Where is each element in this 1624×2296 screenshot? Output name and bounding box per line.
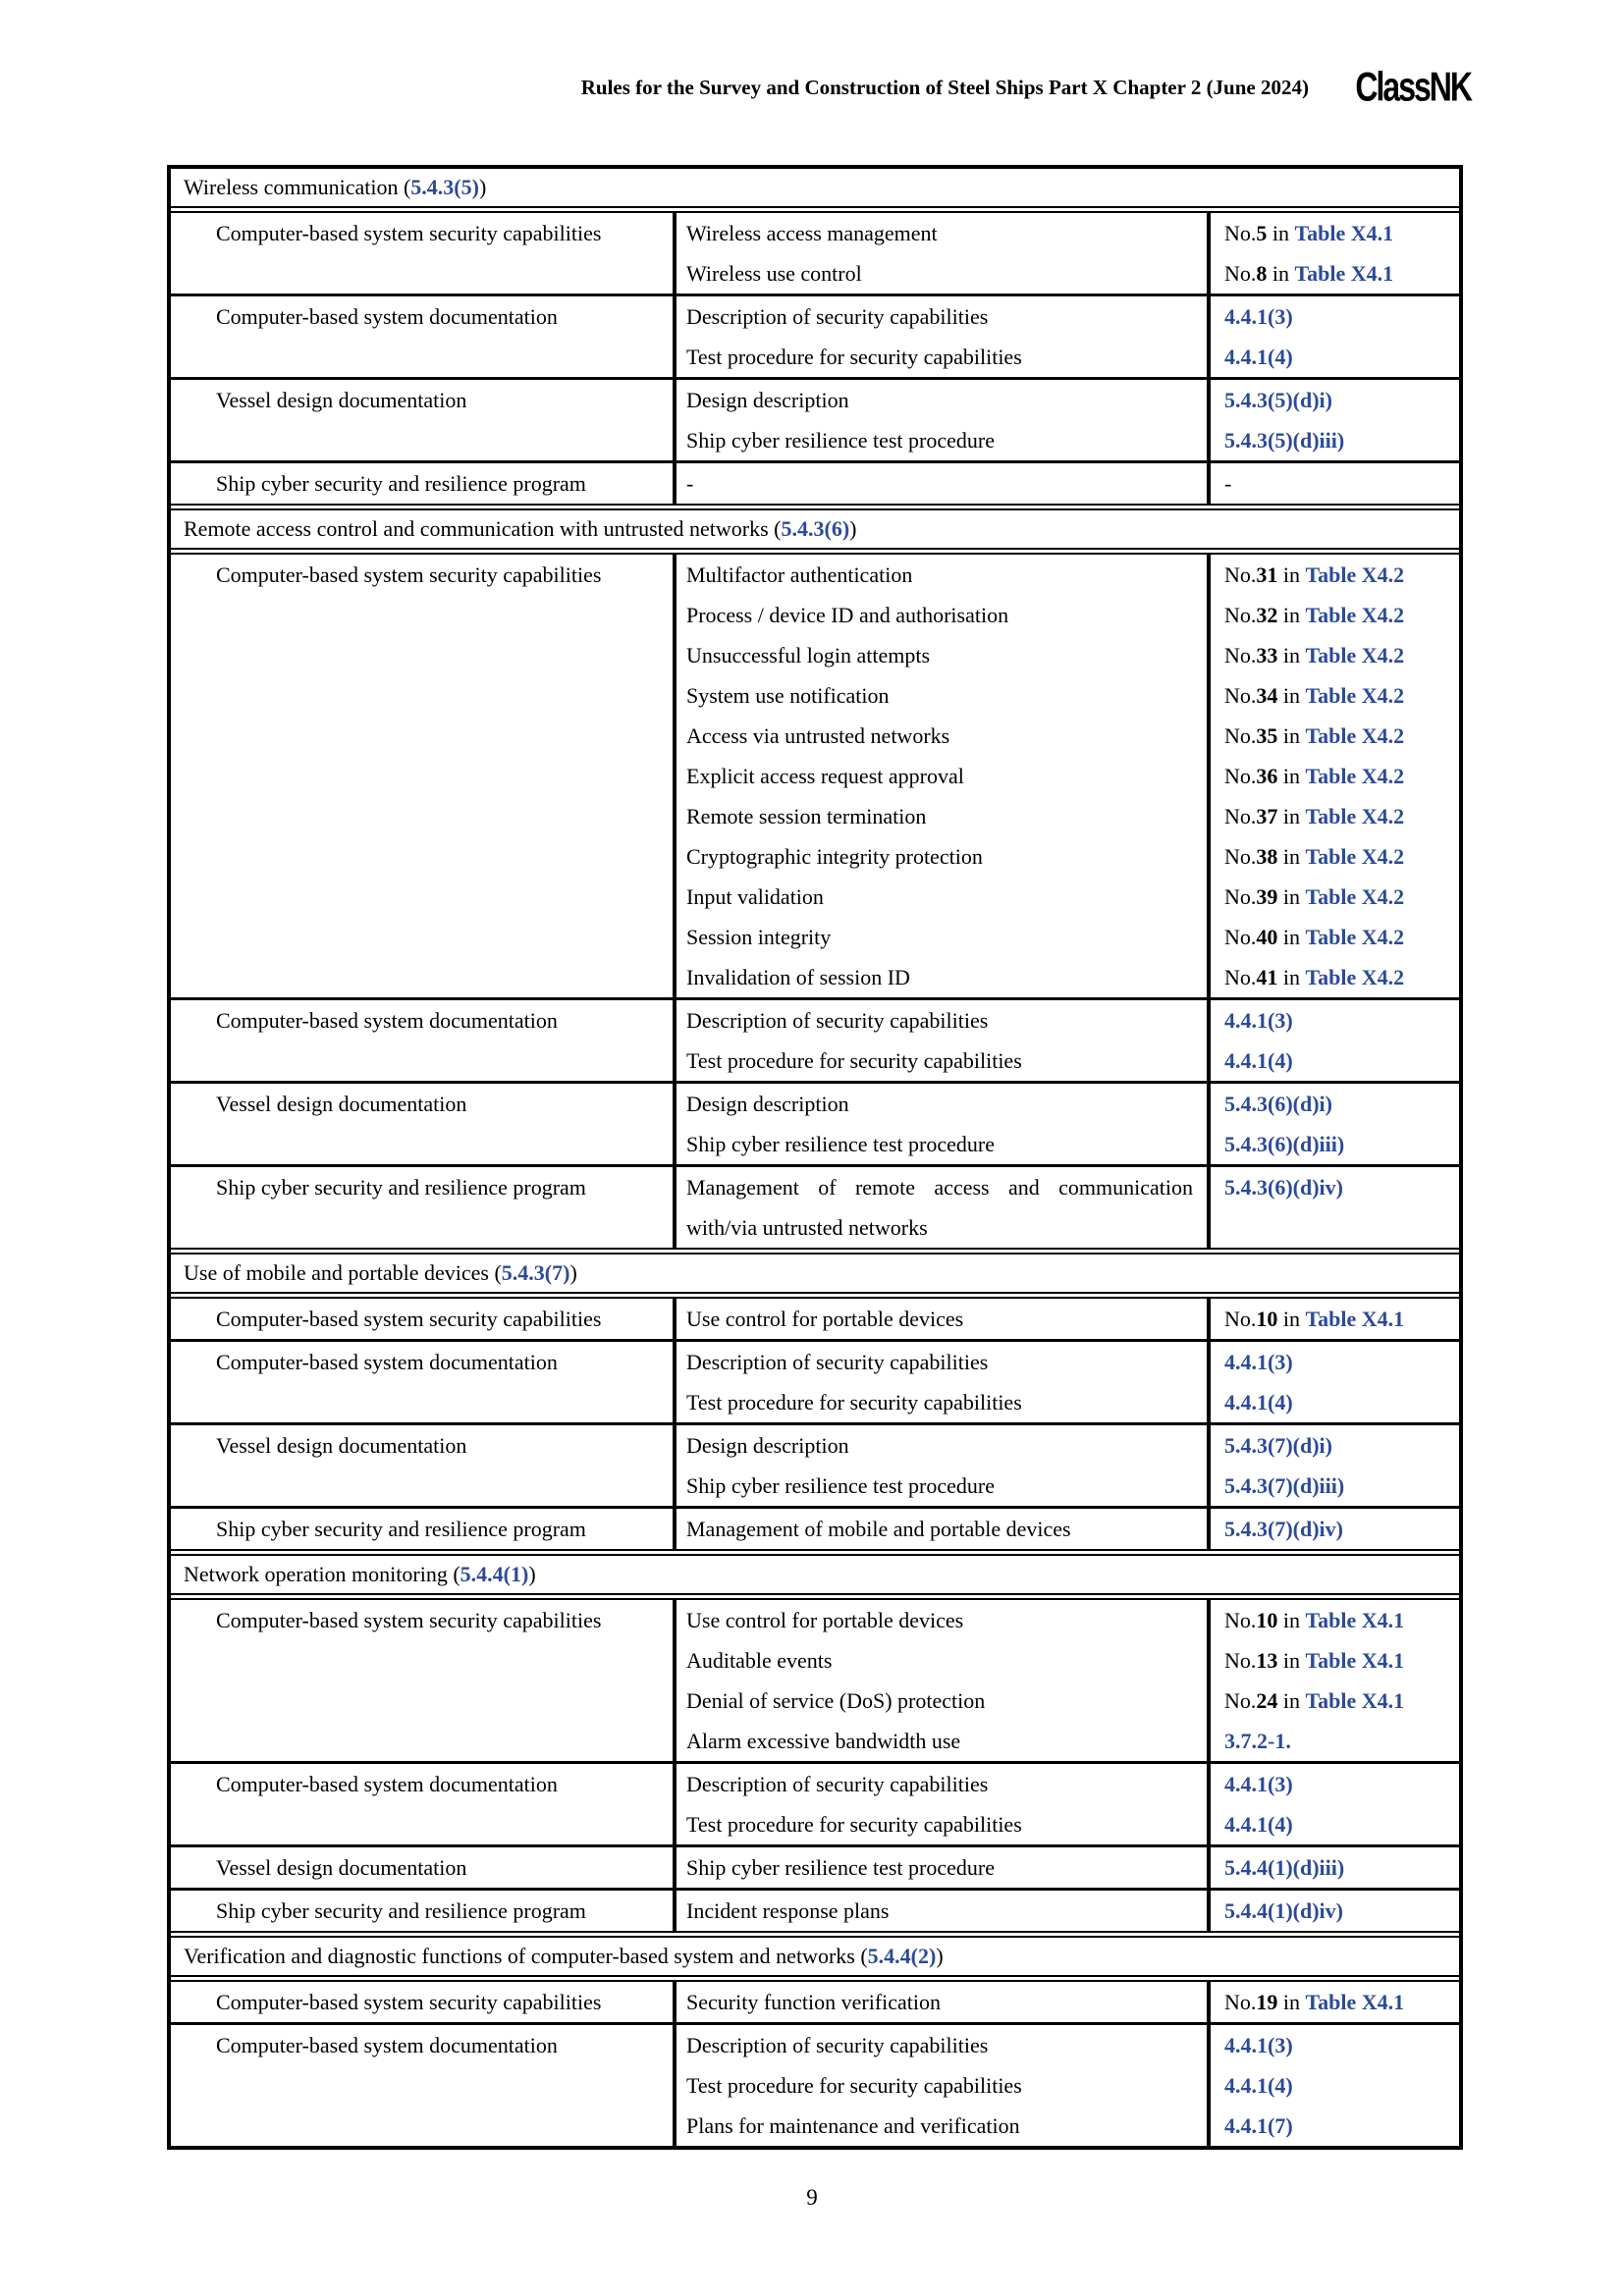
ref-no-prefix: No. xyxy=(1224,562,1257,587)
row-label: Vessel design documentation xyxy=(171,1425,677,1506)
table-row xyxy=(171,213,1459,294)
requirement-item: System use notification xyxy=(686,683,890,708)
row-label: Computer-based system documentation xyxy=(171,1000,677,1081)
ref-no-prefix: No. xyxy=(1224,844,1257,869)
requirement-item: Design description xyxy=(686,1433,849,1458)
ref-no-prefix: No. xyxy=(1224,723,1257,748)
reference-line xyxy=(1224,756,1453,796)
reference-cell xyxy=(1211,1342,1459,1422)
requirement-item: Use control for portable devices xyxy=(686,1608,964,1632)
requirement-item: Description of security capabilities xyxy=(686,1008,989,1033)
requirement-item: Description of security capabilities xyxy=(686,304,989,329)
section-rows xyxy=(171,555,1459,1248)
ref-in-word: in xyxy=(1277,764,1306,788)
table-row xyxy=(171,1299,1459,1339)
page-number: 9 xyxy=(806,2185,818,2210)
ref-number: 32 xyxy=(1256,603,1278,627)
row-label: Ship cyber security and resilience program xyxy=(171,1509,677,1549)
table-reference-link[interactable]: Table X4.1 xyxy=(1305,1648,1405,1673)
reference-line xyxy=(1224,917,1453,957)
table-row xyxy=(171,1761,1459,1844)
requirement-item: Wireless use control xyxy=(686,261,862,286)
requirement-cell xyxy=(677,213,1211,294)
reference-cell xyxy=(1211,1600,1459,1761)
row-label: Computer-based system documentation xyxy=(171,1342,677,1422)
paragraph-reference-link[interactable]: 5.4.3(6)(d)i) xyxy=(1224,1092,1332,1116)
ref-no-prefix: No. xyxy=(1224,1688,1257,1713)
ref-number: 31 xyxy=(1256,562,1278,587)
paragraph-reference-link[interactable]: 4.4.1(4) xyxy=(1224,2073,1293,2098)
requirement-item: Test procedure for security capabilities xyxy=(686,1812,1022,1837)
row-label: Ship cyber security and resilience program xyxy=(171,1891,677,1931)
reference-line xyxy=(1224,675,1453,716)
table-row xyxy=(171,997,1459,1081)
requirement-item: Plans for maintenance and verification xyxy=(686,2113,1020,2138)
reference-cell xyxy=(1211,1509,1459,1549)
section-rows xyxy=(171,1600,1459,1931)
reference-line xyxy=(1224,380,1453,420)
table-reference-link[interactable]: Table X4.1 xyxy=(1305,1688,1405,1713)
section-title-paren: ) xyxy=(936,1944,944,1968)
ref-in-word: in xyxy=(1277,1688,1306,1713)
doc-table xyxy=(167,165,1463,2150)
table-row xyxy=(171,1422,1459,1506)
ref-no-prefix: No. xyxy=(1224,221,1257,245)
requirement-item: Test procedure for security capabilities xyxy=(686,1048,1022,1073)
requirement-item: Description of security capabilities xyxy=(686,1772,989,1796)
ref-number: 5 xyxy=(1256,221,1268,245)
requirement-item: Management of remote access and communication with/via untrusted networks xyxy=(686,1175,1193,1240)
reference-line xyxy=(1224,1342,1453,1382)
section-title-text: Wireless communication ( xyxy=(184,175,411,199)
ref-in-word: in xyxy=(1267,221,1295,245)
table-row xyxy=(171,1506,1459,1549)
requirement-cell xyxy=(677,1982,1211,2022)
requirement-item: Session integrity xyxy=(686,925,832,949)
ref-number: 38 xyxy=(1256,844,1278,869)
reference-cell xyxy=(1211,296,1459,377)
reference-line xyxy=(1224,2106,1453,2146)
requirement-cell xyxy=(677,1167,1211,1248)
reference-line xyxy=(1224,877,1453,917)
requirement-item: Input validation xyxy=(686,884,824,909)
requirement-item: Design description xyxy=(686,388,849,412)
reference-line xyxy=(1224,1804,1453,1844)
ref-no-prefix: No. xyxy=(1224,1307,1257,1331)
requirement-item: Description of security capabilities xyxy=(686,1350,989,1374)
requirement-item: Ship cyber resilience test procedure xyxy=(686,1132,995,1156)
requirement-item: - xyxy=(686,471,694,496)
ref-no-prefix: No. xyxy=(1224,884,1257,909)
page-header-title: Rules for the Survey and Construction of Steel Ships Part X Chapter 2 (June 2024) xyxy=(580,75,1309,99)
page-header xyxy=(0,64,1471,111)
ref-in-word: in xyxy=(1277,965,1306,989)
table-reference-link[interactable]: Table X4.2 xyxy=(1305,884,1405,909)
table-reference-link[interactable]: Table X4.2 xyxy=(1305,844,1405,869)
paragraph-reference-link[interactable]: 5.4.3(7)(d)iv) xyxy=(1224,1517,1343,1541)
paragraph-reference-link[interactable]: 5.4.3(5)(d)i) xyxy=(1224,388,1332,412)
ref-no-prefix: No. xyxy=(1224,764,1257,788)
reference-cell xyxy=(1211,1299,1459,1339)
ref-in-word: in xyxy=(1277,804,1306,828)
section-reference-link[interactable]: 5.4.3(6) xyxy=(781,516,850,541)
reference-cell xyxy=(1211,2025,1459,2146)
paragraph-reference-link[interactable]: 4.4.1(3) xyxy=(1224,1350,1293,1374)
table-reference-link[interactable]: Table X4.2 xyxy=(1305,562,1405,587)
reference-cell xyxy=(1211,1084,1459,1164)
requirement-item: Ship cyber resilience test procedure xyxy=(686,1855,995,1880)
section-title xyxy=(171,504,1459,555)
requirement-item: Use control for portable devices xyxy=(686,1307,964,1331)
row-label: Vessel design documentation xyxy=(171,380,677,460)
table-reference-link[interactable]: Table X4.1 xyxy=(1305,1608,1405,1632)
reference-line xyxy=(1224,635,1453,675)
section-title-paren: ) xyxy=(528,1562,536,1586)
ref-no-prefix: No. xyxy=(1224,683,1257,708)
requirement-item: Ship cyber resilience test procedure xyxy=(686,1473,995,1498)
table-row xyxy=(171,1888,1459,1931)
reference-line xyxy=(1224,1891,1453,1931)
section-title xyxy=(171,169,1459,213)
requirement-cell xyxy=(677,380,1211,460)
requirement-cell xyxy=(677,1847,1211,1888)
paragraph-reference-link[interactable]: 4.4.1(4) xyxy=(1224,1048,1293,1073)
reference-line xyxy=(1224,1681,1453,1721)
table-row xyxy=(171,460,1459,504)
reference-line xyxy=(1224,1721,1453,1761)
ref-number: 24 xyxy=(1256,1688,1278,1713)
reference-line xyxy=(1224,1764,1453,1804)
row-label: Computer-based system security capabilities xyxy=(171,1600,677,1761)
row-label: Ship cyber security and resilience program xyxy=(171,463,677,504)
row-label: Ship cyber security and resilience program xyxy=(171,1167,677,1248)
table-reference-link[interactable]: Table X4.1 xyxy=(1294,221,1394,245)
section-rows xyxy=(171,213,1459,504)
section-reference-link[interactable]: 5.4.3(7) xyxy=(501,1260,570,1285)
reference-line xyxy=(1224,836,1453,877)
requirement-cell xyxy=(677,555,1211,997)
paragraph-reference-link[interactable]: 4.4.1(3) xyxy=(1224,304,1293,329)
reference-line xyxy=(1224,595,1453,635)
ref-in-word: in xyxy=(1277,603,1306,627)
ref-number: 36 xyxy=(1256,764,1278,788)
classnk-logo: ClassNK xyxy=(1355,64,1471,111)
reference-line xyxy=(1224,1600,1453,1640)
table-row xyxy=(171,1164,1459,1248)
paragraph-reference-link[interactable]: 5.4.3(6)(d)iv) xyxy=(1224,1175,1343,1200)
section-title xyxy=(171,1248,1459,1299)
ref-number: 33 xyxy=(1256,643,1278,667)
requirement-item: Incident response plans xyxy=(686,1898,890,1923)
requirement-cell xyxy=(677,296,1211,377)
section-title-text: Verification and diagnostic functions of computer-based system and networks ( xyxy=(184,1944,868,1968)
section-title-paren: ) xyxy=(478,175,487,199)
section-title-paren: ) xyxy=(849,516,857,541)
reference-cell xyxy=(1211,463,1459,504)
requirement-item: Alarm excessive bandwidth use xyxy=(686,1729,961,1753)
reference-line xyxy=(1224,337,1453,377)
row-label: Computer-based system documentation xyxy=(171,1764,677,1844)
reference-line xyxy=(1224,957,1453,997)
reference-line xyxy=(1224,1299,1453,1339)
table-reference-link[interactable]: Table X4.1 xyxy=(1294,261,1394,286)
section-reference-link[interactable]: 5.4.4(1) xyxy=(460,1562,529,1586)
ref-in-word: in xyxy=(1277,643,1306,667)
ref-no-prefix: No. xyxy=(1224,261,1257,286)
requirement-cell xyxy=(677,1764,1211,1844)
reference-cell xyxy=(1211,1891,1459,1931)
paragraph-reference-link[interactable]: 5.4.4(1)(d)iv) xyxy=(1224,1898,1343,1923)
requirement-item: Auditable events xyxy=(686,1648,833,1673)
section-title-text: Use of mobile and portable devices ( xyxy=(184,1260,502,1285)
ref-in-word: in xyxy=(1277,1608,1306,1632)
ref-number: 41 xyxy=(1256,965,1278,989)
requirement-item: Security function verification xyxy=(686,1990,942,2014)
row-label: Computer-based system security capabilities xyxy=(171,555,677,997)
reference-cell xyxy=(1211,213,1459,294)
reference-line xyxy=(1224,1041,1453,1081)
ref-in-word: in xyxy=(1277,562,1306,587)
row-label: Computer-based system documentation xyxy=(171,296,677,377)
paragraph-reference-link[interactable]: 3.7.2-1. xyxy=(1224,1729,1291,1753)
requirement-cell xyxy=(677,1084,1211,1164)
reference-line xyxy=(1224,796,1453,836)
ref-no-prefix: No. xyxy=(1224,643,1257,667)
row-label: Computer-based system security capabilities xyxy=(171,1299,677,1339)
ref-no-prefix: No. xyxy=(1224,804,1257,828)
reference-cell xyxy=(1211,380,1459,460)
table-reference-link[interactable]: Table X4.2 xyxy=(1305,764,1405,788)
section-title-text: Remote access control and communication with untrusted networks ( xyxy=(184,516,782,541)
section-title xyxy=(171,1549,1459,1600)
table-row xyxy=(171,1982,1459,2022)
requirement-item: Multifactor authentication xyxy=(686,562,913,587)
row-label: Computer-based system security capabilities xyxy=(171,1982,677,2022)
row-label: Computer-based system documentation xyxy=(171,2025,677,2146)
requirement-item: Description of security capabilities xyxy=(686,2033,989,2057)
paragraph-reference-link[interactable]: 4.4.1(4) xyxy=(1224,1390,1293,1415)
ref-no-prefix: No. xyxy=(1224,1608,1257,1632)
ref-number: 10 xyxy=(1256,1608,1278,1632)
reference-cell xyxy=(1211,1000,1459,1081)
reference-line xyxy=(1224,716,1453,756)
requirement-cell xyxy=(677,2025,1211,2146)
reference-line xyxy=(1224,213,1453,253)
paragraph-reference-link[interactable]: 5.4.3(5)(d)iii) xyxy=(1224,428,1345,453)
reference-line xyxy=(1224,1124,1453,1164)
table-reference-link[interactable]: Table X4.2 xyxy=(1305,643,1405,667)
ref-number: 19 xyxy=(1256,1990,1278,2014)
table-row xyxy=(171,2022,1459,2146)
requirement-cell xyxy=(677,1342,1211,1422)
ref-in-word: in xyxy=(1277,925,1306,949)
requirement-cell xyxy=(677,1000,1211,1081)
ref-in-word: in xyxy=(1267,261,1295,286)
paragraph-reference-link[interactable]: 5.4.3(7)(d)iii) xyxy=(1224,1473,1345,1498)
reference-cell xyxy=(1211,1425,1459,1506)
table-row xyxy=(171,294,1459,377)
section-rows xyxy=(171,1299,1459,1549)
ref-no-prefix: No. xyxy=(1224,1990,1257,2014)
paragraph-reference-link[interactable]: 4.4.1(4) xyxy=(1224,1812,1293,1837)
section-title-text: Network operation monitoring ( xyxy=(184,1562,460,1586)
requirement-item: Process / device ID and authorisation xyxy=(686,603,1009,627)
table-row xyxy=(171,555,1459,997)
requirement-cell xyxy=(677,1299,1211,1339)
row-label: Vessel design documentation xyxy=(171,1847,677,1888)
requirement-item: Denial of service (DoS) protection xyxy=(686,1688,986,1713)
ref-number: 8 xyxy=(1256,261,1268,286)
requirement-cell xyxy=(677,1509,1211,1549)
requirement-item: Cryptographic integrity protection xyxy=(686,844,983,869)
table-reference-link[interactable]: Table X4.2 xyxy=(1305,965,1405,989)
requirement-cell xyxy=(677,1891,1211,1931)
ref-number: 39 xyxy=(1256,884,1278,909)
section-reference-link[interactable]: 5.4.3(5) xyxy=(410,175,479,199)
reference-cell xyxy=(1211,1847,1459,1888)
requirement-item: Management of mobile and portable devices xyxy=(686,1517,1071,1541)
table-reference-link[interactable]: Table X4.1 xyxy=(1305,1307,1405,1331)
ref-in-word: in xyxy=(1277,884,1306,909)
paragraph-reference-link[interactable]: 5.4.4(1)(d)iii) xyxy=(1224,1855,1345,1880)
reference-line xyxy=(1224,1382,1453,1422)
reference-line xyxy=(1224,1425,1453,1466)
requirement-cell xyxy=(677,1425,1211,1506)
paragraph-reference-link[interactable]: 4.4.1(7) xyxy=(1224,2113,1293,2138)
ref-no-prefix: No. xyxy=(1224,965,1257,989)
table-reference-link[interactable]: Table X4.1 xyxy=(1305,1990,1405,2014)
reference-cell xyxy=(1211,1167,1459,1248)
table-row xyxy=(171,1339,1459,1422)
requirement-item: Invalidation of session ID xyxy=(686,965,910,989)
ref-no-prefix: No. xyxy=(1224,603,1257,627)
reference-line xyxy=(1224,1640,1453,1681)
ref-number: 10 xyxy=(1256,1307,1278,1331)
table-reference-link[interactable]: Table X4.2 xyxy=(1305,925,1405,949)
section-rows xyxy=(171,1982,1459,2146)
requirement-item: Explicit access request approval xyxy=(686,764,964,788)
paragraph-reference-link[interactable]: 4.4.1(3) xyxy=(1224,1008,1293,1033)
ref-in-word: in xyxy=(1277,1307,1306,1331)
ref-number: 34 xyxy=(1256,683,1278,708)
reference-line xyxy=(1224,420,1453,460)
requirement-cell xyxy=(677,1600,1211,1761)
reference-line xyxy=(1224,1509,1453,1549)
table-row xyxy=(171,1600,1459,1761)
paragraph-reference-link[interactable]: 4.4.1(3) xyxy=(1224,2033,1293,2057)
requirement-item: Wireless access management xyxy=(686,221,938,245)
ref-in-word: in xyxy=(1277,683,1306,708)
requirement-item: Unsuccessful login attempts xyxy=(686,643,931,667)
ref-number: 37 xyxy=(1256,804,1278,828)
reference-empty: - xyxy=(1224,471,1232,496)
requirement-item: Test procedure for security capabilities xyxy=(686,1390,1022,1415)
reference-cell xyxy=(1211,555,1459,997)
table-reference-link[interactable]: Table X4.2 xyxy=(1305,804,1405,828)
ref-in-word: in xyxy=(1277,723,1306,748)
reference-line xyxy=(1224,296,1453,337)
reference-line xyxy=(1224,1982,1453,2022)
table-row xyxy=(171,1844,1459,1888)
requirement-item: Test procedure for security capabilities xyxy=(686,2073,1022,2098)
reference-line xyxy=(1224,1000,1453,1041)
reference-line xyxy=(1224,1847,1453,1888)
requirement-item: Test procedure for security capabilities xyxy=(686,345,1022,369)
section-reference-link[interactable]: 5.4.4(2) xyxy=(867,1944,937,1968)
ref-in-word: in xyxy=(1277,844,1306,869)
reference-line xyxy=(1224,1466,1453,1506)
paragraph-reference-link[interactable]: 4.4.1(3) xyxy=(1224,1772,1293,1796)
ref-no-prefix: No. xyxy=(1224,1648,1257,1673)
table-reference-link[interactable]: Table X4.2 xyxy=(1305,723,1405,748)
reference-line xyxy=(1224,1167,1453,1207)
ref-number: 13 xyxy=(1256,1648,1278,1673)
row-label: Computer-based system security capabilities xyxy=(171,213,677,294)
table-reference-link[interactable]: Table X4.2 xyxy=(1305,603,1405,627)
requirement-item: Ship cyber resilience test procedure xyxy=(686,428,995,453)
reference-line xyxy=(1224,2065,1453,2106)
section-title xyxy=(171,1931,1459,1982)
ref-in-word: in xyxy=(1277,1648,1306,1673)
reference-line xyxy=(1224,1084,1453,1124)
ref-number: 35 xyxy=(1256,723,1278,748)
reference-line xyxy=(1224,555,1453,595)
reference-line xyxy=(1224,463,1453,504)
paragraph-reference-link[interactable]: 5.4.3(7)(d)i) xyxy=(1224,1433,1332,1458)
requirement-item: Design description xyxy=(686,1092,849,1116)
requirement-item: Remote session termination xyxy=(686,804,927,828)
paragraph-reference-link[interactable]: 5.4.3(6)(d)iii) xyxy=(1224,1132,1345,1156)
ref-in-word: in xyxy=(1277,1990,1306,2014)
reference-cell xyxy=(1211,1764,1459,1844)
requirement-cell xyxy=(677,463,1211,504)
reference-line xyxy=(1224,253,1453,294)
reference-cell xyxy=(1211,1982,1459,2022)
table-row xyxy=(171,377,1459,460)
table-row xyxy=(171,1081,1459,1164)
ref-number: 40 xyxy=(1256,925,1278,949)
requirement-item: Access via untrusted networks xyxy=(686,723,950,748)
paragraph-reference-link[interactable]: 4.4.1(4) xyxy=(1224,345,1293,369)
reference-line xyxy=(1224,2025,1453,2065)
section-title-paren: ) xyxy=(569,1260,577,1285)
row-label: Vessel design documentation xyxy=(171,1084,677,1164)
table-reference-link[interactable]: Table X4.2 xyxy=(1305,683,1405,708)
ref-no-prefix: No. xyxy=(1224,925,1257,949)
